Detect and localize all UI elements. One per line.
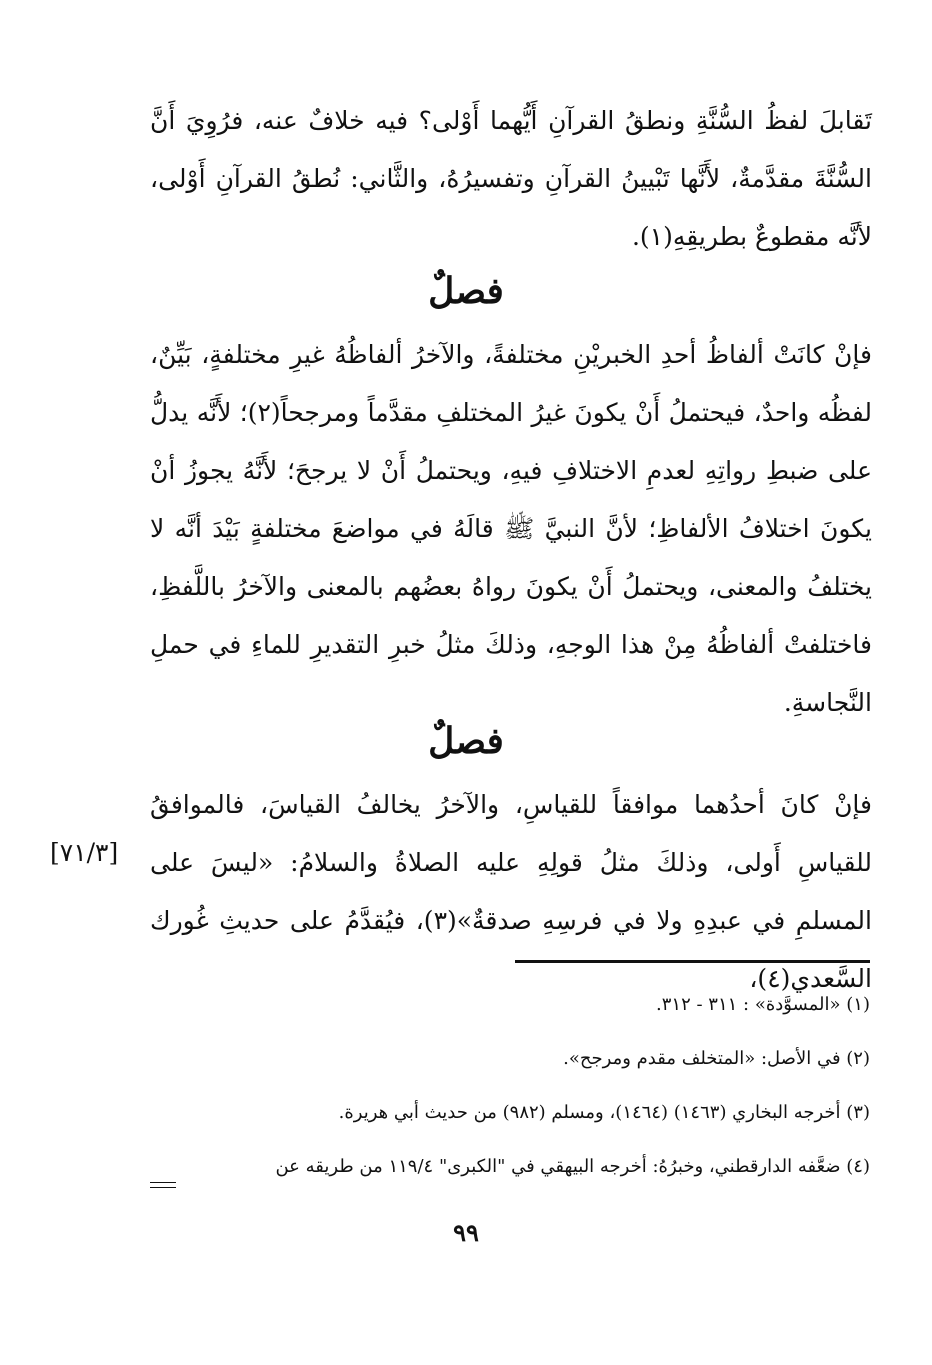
footnote-2: (٢) في الأصل: «المتخلف مقدم ومرجح». <box>563 1048 870 1069</box>
intro-paragraph: تَقابلَ لفظُ السُّنَّةِ ونطقُ القرآنِ أَيُّهما أَوْلى؟ فيه خلافٌ عنه، فرُوِيَ أَنَّ السُّنَّةَ مقدَّمةٌ، لأَنَّها تَبْيينُ القرآنِ وتفسيرُهُ، والثَّاني: نُطقُ القرآنِ أَوْلى، لأنَّه مقطوعٌ بطريقِهِ(١). <box>150 106 872 251</box>
margin-volume-page-reference: [٧١/٣] <box>50 838 119 867</box>
section-heading-1: فصلٌ <box>428 270 504 312</box>
section-1-block <box>150 326 872 732</box>
page-number: ٩٩ <box>453 1218 479 1247</box>
footnote-1: (١) «المسوَّدة» : ٣١١ - ٣١٢. <box>656 994 870 1015</box>
section-1-paragraph: فإنْ كانَتْ ألفاظُ أحدِ الخبريْنِ مختلفةً، والآخرُ ألفاظُهُ غيرِ مختلفةٍ، بَيِّنٌ، لفظُه واحدٌ، فيحتملُ أَنْ يكونَ غيرُ المختلفِ مقدَّماً ومرجحاً(٢)؛ لأَنَّه يدلُّ على ضبطِ رواتِهِ لعدمِ الاختلافِ فيهِ، ويحتملُ أَنْ لا يرجحَ؛ لأَنَّهُ يجوزُ أنْ يكونَ اختلافُ الألفاظِ؛ لأنَّ النبيَّ ﷺ قالَهُ في مواضعَ مختلفةٍ بَيْدَ أنَّه لا يختلفُ والمعنى، ويحتملُ أَنْ يكونَ رواهُ بعضُهم بالمعنى والآخرُ باللَّفظِ، فاختلفتْ ألفاظُهُ مِنْ هذا الوجهِ، وذلكَ مثلُ خبرِ التقديرِ للماءِ في حملِ النَّجاسةِ. <box>150 340 872 717</box>
footnote-divider <box>515 960 870 963</box>
section-2-paragraph: فإنْ كانَ أحدُهما موافقاً للقياسِ، والآخرُ يخالفُ القياسَ، فالموافقُ للقياسِ أَولى، وذلكَ مثلُ قولِهِ عليه الصلاةُ والسلامُ: «ليسَ على المسلمِ في عبدِهِ ولا في فرسِهِ صدقةٌ»(٣)، فيُقدَّمُ على حديثِ غُورك السَّعدي(٤)، <box>150 790 872 993</box>
footnotes <box>150 978 870 1194</box>
section-2-block <box>150 776 872 1008</box>
intro-paragraph-block <box>150 92 872 266</box>
section-heading-2: فصلٌ <box>428 720 504 762</box>
footnote-3: (٣) أخرجه البخاري (١٤٦٣) (١٤٦٤)، ومسلم (٩٨٢) من حديث أبي هريرة. <box>338 1102 870 1123</box>
footnote-continuation-mark <box>150 1182 176 1188</box>
footnote-4: (٤) ضعَّفه الدارقطني، وخبرُهُ: أخرجه البيهقي في "الكبرى" ١١٩/٤ من طريقه عن <box>275 1156 870 1177</box>
